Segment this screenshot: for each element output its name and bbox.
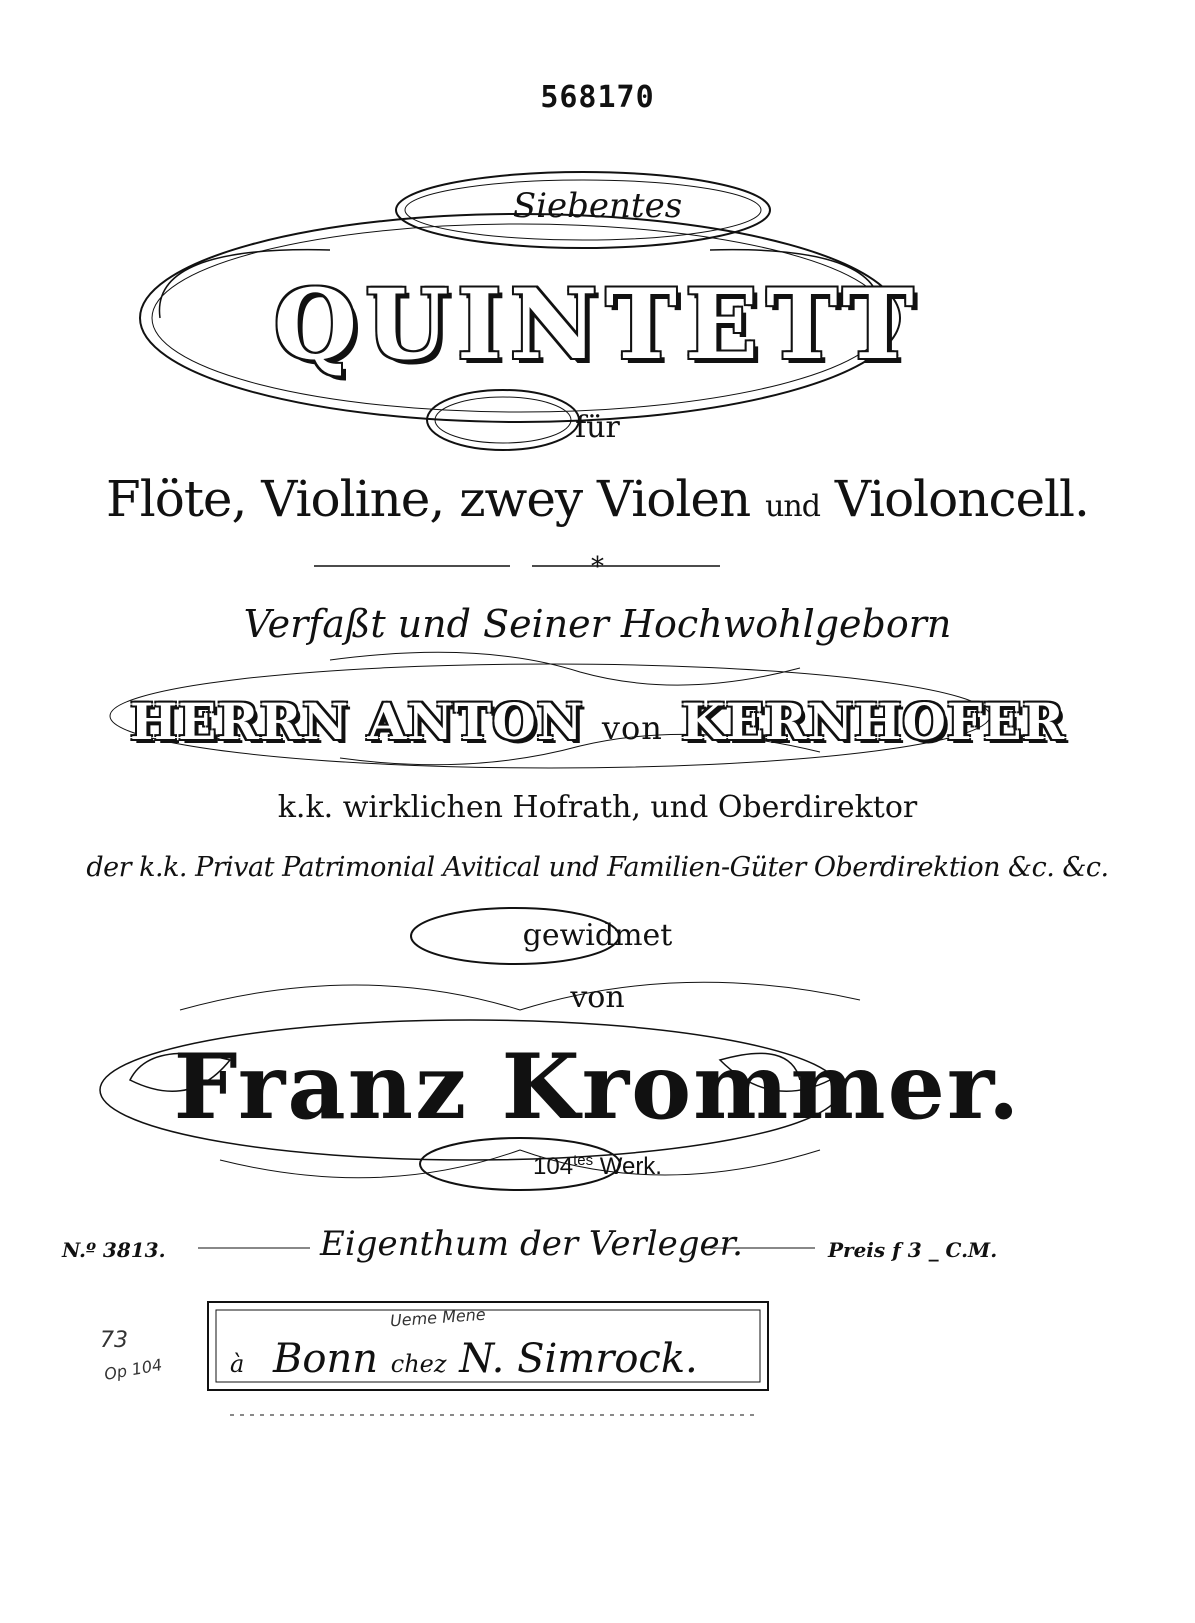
separator-star: * [591, 552, 604, 582]
publisher-chez: chez [390, 1350, 447, 1378]
catalog-number: 568170 [540, 80, 655, 115]
handwritten-note: Ueme Mene [389, 1304, 487, 1331]
price-label: Preis f 3 _ C.M. [828, 1238, 998, 1262]
handwritten-margin-number: 73 [100, 1328, 128, 1353]
instrumentation-und: und [765, 489, 820, 524]
fuer-label: für [575, 410, 620, 445]
instrumentation [0, 470, 1195, 528]
gewidmet-label: gewidmet [522, 918, 673, 953]
opus-label [0, 1152, 1195, 1181]
property-notice: Eigenthum der Verleger. [320, 1224, 743, 1264]
publisher-name: N. Simrock. [459, 1336, 698, 1382]
opus-suffix: tes [573, 1152, 594, 1169]
edition-label: Siebentes [512, 186, 683, 226]
instrumentation-part1: Flöte, Violine, zwey Violen [106, 470, 751, 528]
handwritten-margin-opus: Op 104 [102, 1355, 164, 1384]
dedicatee-name1: HERRN ANTON [129, 692, 584, 751]
opus-number: 104 [533, 1153, 574, 1180]
dedicatee-von: von [601, 709, 663, 747]
publisher-imprint [230, 1336, 698, 1382]
rank-line-2: der k.k. Privat Patrimonial Avitical und Familien-Güter Oberdirektion &c. &c. [86, 852, 1109, 883]
composer-name: Franz Krommer. [173, 1034, 1022, 1140]
von-label: von [570, 980, 625, 1015]
dedication-intro: Verfaßt und Seiner Hochwohlgeborn [243, 602, 952, 646]
opus-werk: Werk. [599, 1153, 662, 1180]
plate-number: N.º 3813. [62, 1238, 166, 1262]
instrumentation-part2: Violoncell. [834, 470, 1089, 528]
publisher-prefix: à [230, 1350, 245, 1378]
dedicatee-name2: KERNHOFER [681, 692, 1066, 751]
rank-line-1: k.k. wirklichen Hofrath, und Oberdirektor [277, 790, 918, 825]
page-title: QUINTETT [273, 268, 922, 381]
publisher-city: Bonn [273, 1336, 379, 1382]
dedicatee [0, 692, 1195, 751]
